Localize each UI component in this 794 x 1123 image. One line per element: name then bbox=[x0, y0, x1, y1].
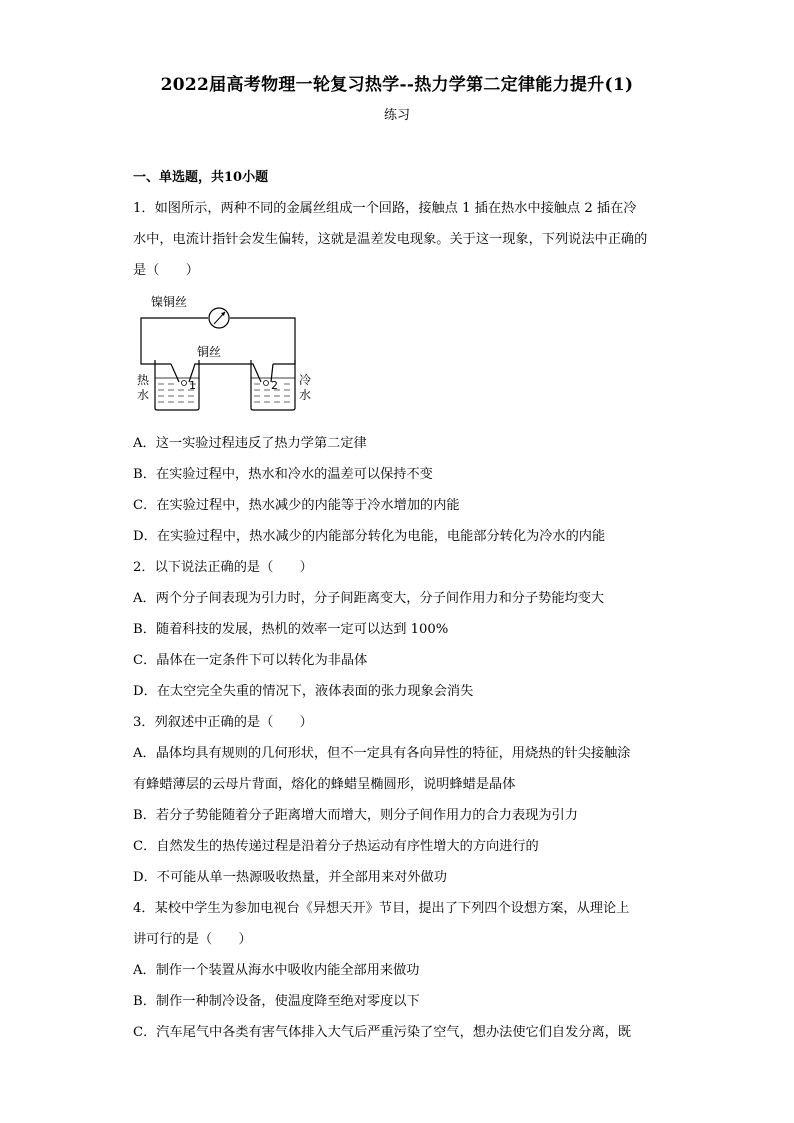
question-1-stem-line: 水中，电流计指针会发生偏转，这就是温差发电现象。关于这一现象，下列说法中正确的 bbox=[133, 232, 648, 247]
contact-point-2 bbox=[264, 381, 269, 386]
cold-label-2: 水 bbox=[299, 388, 312, 402]
thermocouple-diagram bbox=[133, 286, 313, 426]
cold-label-1: 冷 bbox=[299, 373, 312, 387]
top-wire-label: 镍铜丝 bbox=[151, 295, 188, 309]
thermocouple-figure bbox=[133, 286, 661, 428]
hot-label-1: 热 bbox=[137, 373, 150, 387]
page-title: 2022届高考物理一轮复习热学--热力学第二定律能力提升(1) bbox=[160, 75, 634, 95]
option-d: D．在太空完全失重的情况下，液体表面的张力现象会消失 bbox=[133, 684, 474, 699]
option-b: B．制作一种制冷设备，使温度降至绝对零度以下 bbox=[133, 994, 420, 1009]
document-body bbox=[133, 162, 661, 1048]
question-4-stem-line: 4．某校中学生为参加电视台《异想天开》节目，提出了下列四个设想方案，从理论上 bbox=[133, 901, 630, 916]
option-a: A．两个分子间表现为引力时，分子间距离变大，分子间作用力和分子势能均变大 bbox=[133, 591, 605, 606]
option-c: C．晶体在一定条件下可以转化为非晶体 bbox=[133, 653, 368, 668]
option-d: D．不可能从单一热源吸收热量，并全部用来对外做功 bbox=[133, 870, 447, 885]
question-4-stem-line: 讲可行的是（ ） bbox=[133, 932, 252, 947]
option-b: B．若分子势能随着分子距离增大而增大，则分子间作用力的合力表现为引力 bbox=[133, 808, 578, 823]
bottom-wire-label: 铜丝 bbox=[197, 345, 222, 359]
option-b: B．随着科技的发展，热机的效率一定可以达到 100% bbox=[133, 622, 449, 637]
option-c: C．汽车尾气中各类有害气体排入大气后严重污染了空气，想办法使它们自发分离，既 bbox=[133, 1025, 632, 1040]
copper-wire-left-down bbox=[171, 364, 179, 382]
option-a: A．制作一个装置从海水中吸收内能全部用来做功 bbox=[133, 963, 420, 978]
option-c: C．在实验过程中，热水减少的内能等于冷水增加的内能 bbox=[133, 498, 460, 513]
option-b: B．在实验过程中，热水和冷水的温差可以保持不变 bbox=[133, 467, 433, 482]
question-1-stem-line: 1．如图所示，两种不同的金属丝组成一个回路，接触点 1 插在热水中接触点 2 插在冷 bbox=[133, 201, 637, 216]
point-2-label: 2 bbox=[271, 379, 278, 392]
question-1-stem-line: 是（ ） bbox=[133, 263, 199, 278]
option-d: D．在实验过程中，热水减少的内能部分转化为电能，电能部分转化为冷水的内能 bbox=[133, 529, 606, 544]
contact-point-1 bbox=[182, 381, 187, 386]
option-a: A．这一实验过程违反了热力学第二定律 bbox=[133, 436, 367, 451]
option-a: A．晶体均具有规则的几何形状，但不一定具有各向异性的特征，用烧热的针尖接触涂 bbox=[133, 746, 631, 761]
option-c: C．自然发生的热传递过程是沿着分子热运动有序性增大的方向进行的 bbox=[133, 839, 539, 854]
point-1-label: 1 bbox=[189, 379, 196, 392]
option-a-continued: 有蜂蜡薄层的云母片背面，熔化的蜂蜡呈椭圆形，说明蜂蜡是晶体 bbox=[133, 777, 516, 792]
nickel-copper-wire-right bbox=[230, 318, 295, 364]
section-heading: 一、单选题，共10小题 bbox=[133, 170, 269, 185]
copper-wire bbox=[189, 364, 261, 382]
hot-label-2: 水 bbox=[137, 388, 150, 402]
question-3-stem: 3．列叙述中正确的是（ ） bbox=[133, 715, 313, 730]
page-subtitle: 练习 bbox=[383, 108, 410, 123]
question-2-stem: 2．以下说法正确的是（ ） bbox=[133, 560, 313, 575]
